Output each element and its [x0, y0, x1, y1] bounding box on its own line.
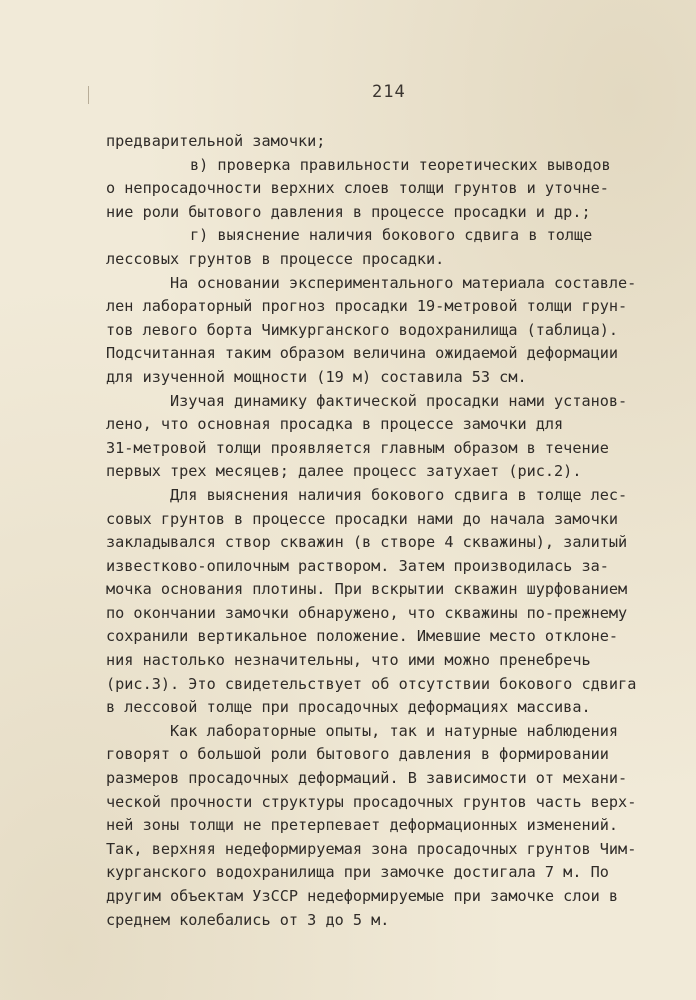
text-line: ней зоны толщи не претерпевает деформационных изменений. [106, 816, 619, 835]
text-line: говорят о большой роли бытового давления в формировании [106, 745, 609, 764]
text-line: сохранили вертикальное положение. Имевшие место отклоне- [106, 627, 619, 646]
margin-mark [88, 86, 89, 104]
text-line: лен лабораторный прогноз просадки 19-метровой толщи грун- [106, 297, 628, 316]
page-number: 214 [372, 82, 406, 102]
text-line: предварительной замочки; [106, 132, 326, 150]
text-line: по окончании замочки обнаружено, что скважины по-прежнему [106, 603, 628, 622]
text-line: для изученной мощности (19 м) составила 53 см. [106, 367, 527, 386]
text-line: лессовых грунтов в процессе просадки. [106, 249, 445, 268]
text-line: (рис.3). Это свидетельствует об отсутствии бокового сдвига [106, 674, 637, 693]
text-line: закладывался створ скважин (в створе 4 скважины), залитый [106, 533, 628, 552]
text-line: лено, что основная просадка в процессе замочки для [106, 415, 564, 434]
text-line: г) выяснение наличия бокового сдвига в толще [190, 226, 593, 245]
text-line: Изучая динамику фактической просадки нами установ- [170, 391, 628, 410]
text-line: тов левого борта Чимкурганского водохранилища (таблица). [106, 320, 619, 339]
text-line: в лессовой толще при просадочных деформациях массива. [106, 698, 591, 717]
text-line: ческой прочности структуры просадочных грунтов часть верх- [106, 792, 637, 811]
text-line: известково-опилочным раствором. Затем производилась за- [106, 556, 609, 575]
text-line: ния настолько незначительны, что ими можно пренебречь [106, 651, 591, 670]
text-line: мочка основания плотины. При вскрытии скважин шурфованием [106, 580, 628, 599]
text-line: совых грунтов в процессе просадки нами до начала замочки [106, 509, 619, 528]
text-line: Так, верхняя недеформируемая зона просадочных грунтов Чим- [106, 839, 637, 858]
body-text [106, 130, 666, 932]
text-line: На основании экспериментального материала составле- [170, 273, 637, 292]
text-line: ние роли бытового давления в процессе просадки и др.; [106, 202, 591, 221]
text-line: размеров просадочных деформаций. В зависимости от механи- [106, 769, 628, 788]
text-line: Для выяснения наличия бокового сдвига в толще лес- [170, 485, 628, 504]
text-line: Как лабораторные опыты, так и натурные наблюдения [170, 721, 619, 740]
text-line: Подсчитанная таким образом величина ожидаемой деформации [106, 344, 619, 363]
text-line: 31-метровой толщи проявляется главным образом в течение [106, 438, 609, 457]
text-line: среднем колебались от 3 до 5 м. [106, 910, 390, 929]
text-line: курганского водохранилища при замочке достигала 7 м. По [106, 863, 609, 882]
text-line: в) проверка правильности теоретических выводов [190, 155, 611, 174]
text-line: о непросадочности верхних слоев толщи грунтов и уточне- [106, 179, 609, 198]
text-line: первых трех месяцев; далее процесс затухает (рис.2). [106, 462, 582, 481]
text-line: другим объектам УзССР недеформируемые при замочке слои в [106, 887, 619, 905]
